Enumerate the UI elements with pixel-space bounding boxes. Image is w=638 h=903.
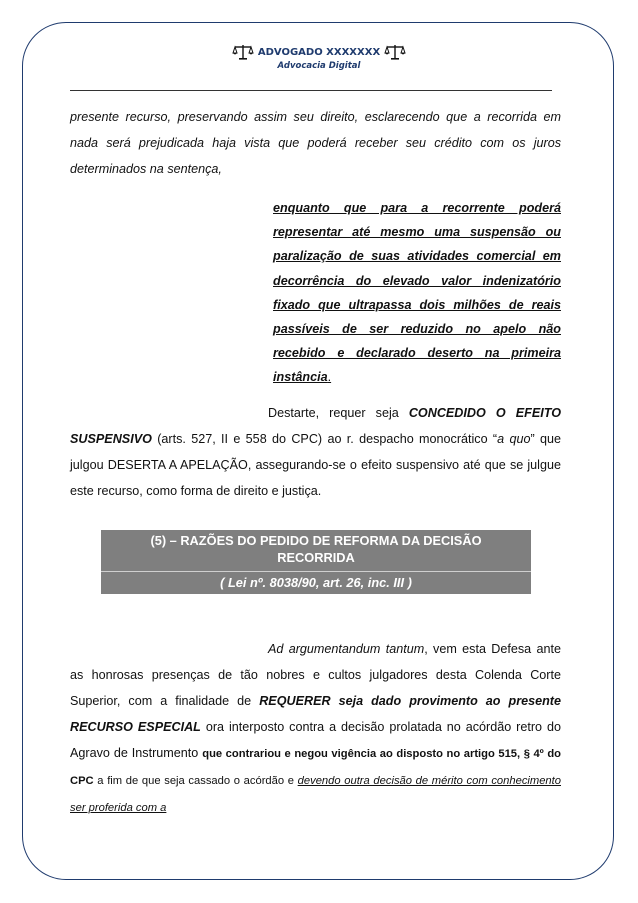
section-law-reference: ( Lei nº. 8038/90, art. 26, inc. III ): [220, 574, 412, 590]
paragraph-ad-argumentandum: [70, 636, 561, 821]
section-heading-box: [101, 530, 531, 594]
para3-text-f: a fim de que seja cassado o acórdão e: [93, 774, 298, 787]
para3-text-b: , vem esta Defesa ante as honrosas presenças de tão nobres e cultos julgadores desta Colenda Corte Superior, com a finalidade de: [70, 641, 561, 708]
header-divider: [70, 90, 552, 91]
para1-text: presente recurso, preservando assim seu direito,: [70, 110, 365, 124]
para3-text-d: ora interposto contra a decisão prolatada no acórdão retro do Agravo de Instrumento: [70, 719, 561, 760]
section-heading-line1: (5) – RAZÕES DO PEDIDO DE REFORMA DA DECISÃO: [150, 532, 482, 548]
para2-text-e: ” que julgou DESERTA A APELAÇÃO, assegurando-se o efeito suspensivo até que se julgue este recurso, como forma de direito e justiça.: [70, 431, 561, 498]
scales-of-justice-icon: [384, 44, 406, 60]
document-body: [70, 104, 561, 821]
scales-of-justice-icon: [232, 44, 254, 60]
para3-bold-small: que contrariou e negou vigência ao disposto no artigo 515, § 4º do CPC: [70, 747, 561, 787]
para2-a-quo: a quo: [497, 431, 531, 446]
para2-emphasis: CONCEDIDO O EFEITO SUSPENSIVO: [70, 405, 561, 446]
indented-quote: [273, 196, 561, 390]
quote-text: enquanto que para a recorrente poderá representar até mesmo uma suspensão ou paralização de suas atividades comercial em decorrência do elevado valor indenizatório fixado que ultrapassa dois milhões de reais passíveis de ser reduzido no apelo não recebido e declarado deserto na primeira instância: [273, 201, 561, 385]
section-heading-line2: RECORRIDA: [277, 549, 355, 565]
para3-emphasis: REQUERER seja dado provimento ao presente RECURSO ESPECIAL: [70, 693, 562, 734]
para2-text-c: (arts. 527, II e 558 do CPC) ao r. despacho monocrático “: [151, 431, 498, 446]
letterhead-title: ADVOGADO XXXXXXX: [257, 46, 381, 58]
letterhead-title-row: [0, 44, 638, 60]
para3-underlined: devendo outra decisão de mérito com conhecimento ser proferida com a: [70, 774, 561, 814]
section-heading: [101, 530, 531, 572]
letterhead: [0, 44, 638, 71]
paragraph-continuation: [70, 104, 561, 182]
quote-tail: .: [327, 370, 332, 385]
para2-text-a: Destarte, requer seja: [268, 405, 409, 420]
paragraph-efeito-suspensivo: [70, 400, 561, 504]
letterhead-subtitle: Advocacia Digital: [277, 61, 361, 71]
para3-latin: Ad argumentandum tantum: [268, 641, 425, 656]
para1-italic-text: esclarecendo que a recorrida em nada será prejudicada haja vista que poderá receber seu crédito com os juros determinados na sentença,: [70, 110, 561, 176]
